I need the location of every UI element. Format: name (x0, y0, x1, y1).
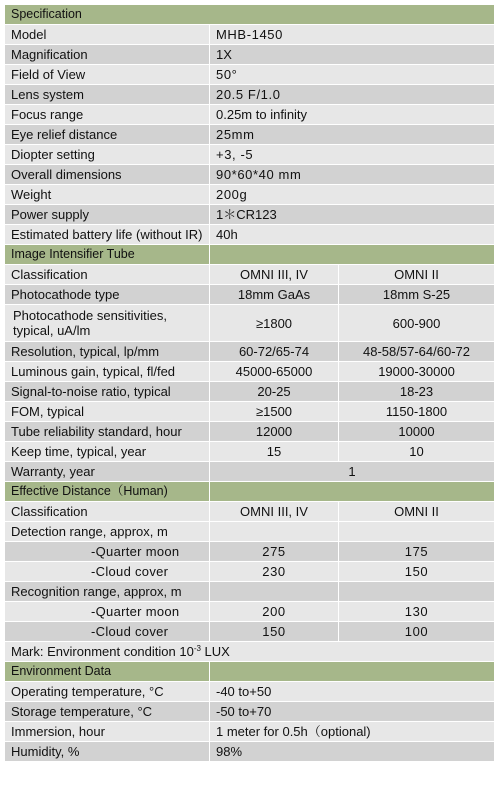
table-row (5, 205, 495, 225)
table-row (5, 65, 495, 85)
table-row (5, 342, 495, 362)
table-row (5, 702, 495, 722)
environment-mark-note (5, 642, 495, 662)
cell-omni-ii: 1150-1800 (339, 402, 495, 422)
cell-omni-ii: 48-58/57-64/60-72 (339, 342, 495, 362)
section-header-row (5, 5, 495, 25)
cell-omni-iii-iv: OMNI III, IV (210, 502, 339, 522)
cell-omni-iii-iv: 18mm GaAs (210, 285, 339, 305)
section-header-blank (210, 662, 495, 682)
cell-omni-iii-iv: ≥1800 (210, 305, 339, 342)
row-label: Humidity, % (5, 742, 210, 762)
section-header-blank (210, 482, 495, 502)
table-row (5, 402, 495, 422)
table-row (5, 25, 495, 45)
row-label: Weight (5, 185, 210, 205)
cell-omni-iii-iv: 60-72/65-74 (210, 342, 339, 362)
row-label: Resolution, typical, lp/mm (5, 342, 210, 362)
row-label: Signal-to-noise ratio, typical (5, 382, 210, 402)
table-row (5, 742, 495, 762)
section-title-environment: Environment Data (5, 662, 210, 682)
mark-text: Mark: Environment condition 10 (11, 644, 194, 659)
row-label: Storage temperature, °C (5, 702, 210, 722)
table-row (5, 45, 495, 65)
table-row (5, 422, 495, 442)
section-header-blank (210, 245, 495, 265)
table-row (5, 382, 495, 402)
cell-omni-iii-iv: 150 (210, 622, 339, 642)
table-row (5, 542, 495, 562)
row-label: Overall dimensions (5, 165, 210, 185)
table-row (5, 362, 495, 382)
table-row (5, 165, 495, 185)
cell-omni-ii: 100 (339, 622, 495, 642)
row-label: Warranty, year (5, 462, 210, 482)
cell-omni-iii-iv: OMNI III, IV (210, 265, 339, 285)
cell-omni-ii: 19000-30000 (339, 362, 495, 382)
row-value: 1＊CR123 (210, 205, 495, 225)
row-label: Luminous gain, typical, fl/fed (5, 362, 210, 382)
mark-unit: LUX (200, 644, 230, 659)
table-row (5, 145, 495, 165)
cell-omni-iii-iv: 15 (210, 442, 339, 462)
row-label: Immersion, hour (5, 722, 210, 742)
cell-omni-ii: 600-900 (339, 305, 495, 342)
table-row (5, 682, 495, 702)
row-value: 25mm (210, 125, 495, 145)
row-value: -50 to+70 (210, 702, 495, 722)
table-row (5, 522, 495, 542)
table-row (5, 442, 495, 462)
cell-omni-iii-iv: 230 (210, 562, 339, 582)
row-value: 1X (210, 45, 495, 65)
section-header-row (5, 662, 495, 682)
cell-omni-ii: OMNI II (339, 265, 495, 285)
row-label: Eye relief distance (5, 125, 210, 145)
table-row (5, 85, 495, 105)
row-value: 98% (210, 742, 495, 762)
specification-table (4, 4, 495, 762)
row-label: Focus range (5, 105, 210, 125)
table-row (5, 642, 495, 662)
row-label: FOM, typical (5, 402, 210, 422)
row-value: 20.5 F/1.0 (210, 85, 495, 105)
warranty-value: 1 (210, 462, 495, 482)
section-header-row (5, 482, 495, 502)
cell-omni-ii: 18mm S-25 (339, 285, 495, 305)
table-row (5, 125, 495, 145)
row-label: -Cloud cover (5, 562, 210, 582)
table-row (5, 185, 495, 205)
cell-omni-iii-iv: 12000 (210, 422, 339, 442)
table-row (5, 265, 495, 285)
row-label: Lens system (5, 85, 210, 105)
row-label: Operating temperature, °C (5, 682, 210, 702)
cell-omni-ii: 150 (339, 562, 495, 582)
row-label: Classification (5, 502, 210, 522)
row-value: 40h (210, 225, 495, 245)
cell-omni-ii: 175 (339, 542, 495, 562)
row-value: 90*60*40 mm (210, 165, 495, 185)
cell-omni-iii-iv: 275 (210, 542, 339, 562)
row-label: Tube reliability standard, hour (5, 422, 210, 442)
cell-omni-ii: 10 (339, 442, 495, 462)
row-label: Keep time, typical, year (5, 442, 210, 462)
table-row (5, 225, 495, 245)
row-label: -Quarter moon (5, 602, 210, 622)
cell-omni-iii-iv: ≥1500 (210, 402, 339, 422)
row-label: Field of View (5, 65, 210, 85)
cell-omni-ii: 130 (339, 602, 495, 622)
row-label: Diopter setting (5, 145, 210, 165)
row-label: Photocathode sensitivities, typical, uA/lm (5, 305, 210, 342)
row-label: Estimated battery life (without IR) (5, 225, 210, 245)
section-title-distance: Effective Distance（Human) (5, 482, 210, 502)
row-value: 50° (210, 65, 495, 85)
row-value: -40 to+50 (210, 682, 495, 702)
table-row (5, 502, 495, 522)
row-label: Magnification (5, 45, 210, 65)
table-row (5, 305, 495, 342)
mark-exponent: -3 (193, 644, 201, 653)
row-label: Classification (5, 265, 210, 285)
table-row (5, 462, 495, 482)
cell-omni-iii-iv: 45000-65000 (210, 362, 339, 382)
row-label: Model (5, 25, 210, 45)
table-row (5, 582, 495, 602)
empty-cell (339, 582, 495, 602)
row-value: 0.25m to infinity (210, 105, 495, 125)
row-label: -Quarter moon (5, 542, 210, 562)
table-row (5, 622, 495, 642)
cell-omni-ii: OMNI II (339, 502, 495, 522)
table-row (5, 562, 495, 582)
table-row (5, 602, 495, 622)
section-title-specification: Specification (5, 5, 495, 25)
cell-omni-iii-iv: 20-25 (210, 382, 339, 402)
row-value: MHB-1450 (210, 25, 495, 45)
table-row (5, 105, 495, 125)
section-title-intensifier: Image Intensifier Tube (5, 245, 210, 265)
empty-cell (210, 522, 339, 542)
row-value: 200g (210, 185, 495, 205)
section-header-row (5, 245, 495, 265)
row-label: Detection range, approx, m (5, 522, 210, 542)
row-label: Recognition range, approx, m (5, 582, 210, 602)
table-row (5, 722, 495, 742)
row-value: +3, -5 (210, 145, 495, 165)
empty-cell (339, 522, 495, 542)
empty-cell (210, 582, 339, 602)
table-row (5, 285, 495, 305)
cell-omni-ii: 18-23 (339, 382, 495, 402)
cell-omni-iii-iv: 200 (210, 602, 339, 622)
row-value: 1 meter for 0.5h（optional) (210, 722, 495, 742)
row-label: -Cloud cover (5, 622, 210, 642)
cell-omni-ii: 10000 (339, 422, 495, 442)
row-label: Power supply (5, 205, 210, 225)
row-label: Photocathode type (5, 285, 210, 305)
